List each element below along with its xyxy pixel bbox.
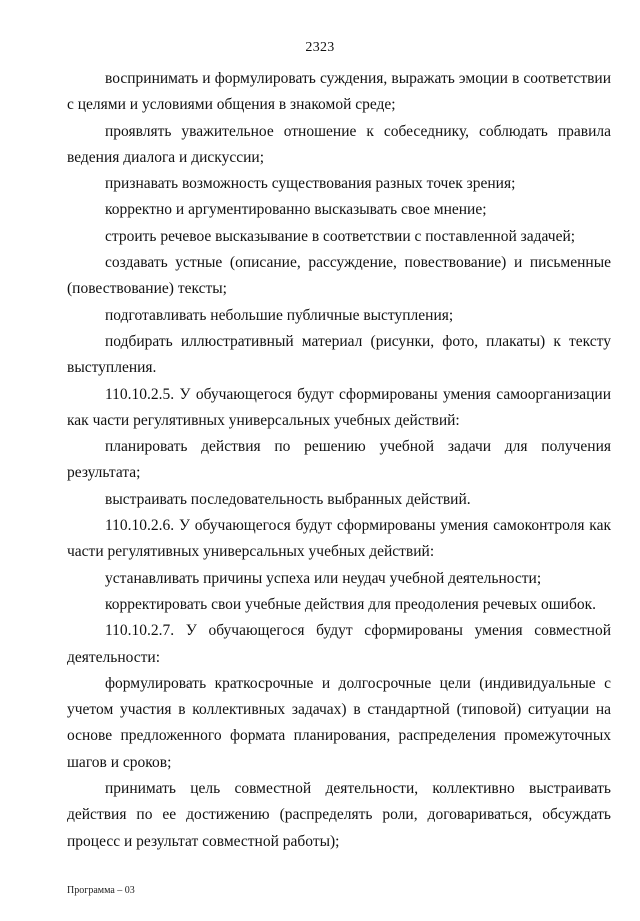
section-paragraph: 110.10.2.6. У обучающегося будут сформированы умения самоконтроля как части регулятивных универсальных учебных действий: [67,517,611,561]
paragraph: подбирать иллюстративный материал (рисунки, фото, плакаты) к тексту выступления. [67,332,611,377]
footer-note: Программа – 03 [67,885,135,896]
paragraph: строить речевое высказывание в соответствии с поставленной задачей; [105,227,576,245]
paragraph: корректировать свои учебные действия для преодоления речевых ошибок. [105,595,596,613]
paragraph: формулировать краткосрочные и долгосрочные цели (индивидуальные с учетом участия в коллективных задачах) в стандартной (типовой) ситуации на основе предложенного формата планирования, распределения промежуточных шагов и сроков; [67,674,611,771]
page-number: 2323 [305,40,335,55]
paragraph: проявлять уважительное отношение к собеседнику, соблюдать правила ведения диалога и дискуссии; [67,122,611,166]
paragraph: признавать возможность существования разных точек зрения; [105,175,516,193]
section-paragraph: 110.10.2.5. У обучающегося будут сформированы умения самоорганизации как части регулятивных универсальных учебных действий: [67,385,611,429]
paragraph: воспринимать и формулировать суждения, выражать эмоции в соответствии с целями и условиями общения в знакомой среде; [67,70,611,114]
paragraph: принимать цель совместной деятельности, коллективно выстраивать действия по ее достижению (распределять роли, договариваться, обсуждать процесс и результат совместной работы); [67,780,611,850]
section-paragraph: 110.10.2.7. У обучающегося будут сформированы умения совместной деятельности: [67,622,611,666]
paragraph: создавать устные (описание, рассуждение, повествование) и письменные (повествование) тексты; [67,254,611,298]
paragraph: корректно и аргументированно высказывать свое мнение; [105,201,487,219]
paragraph: устанавливать причины успеха или неудач учебной деятельности; [105,569,542,587]
paragraph: выстраивать последовательность выбранных действий. [105,490,471,508]
paragraph: планировать действия по решению учебной задачи для получения результата; [67,438,611,482]
document-body [67,66,611,855]
paragraph: подготавливать небольшие публичные выступления; [105,306,454,324]
